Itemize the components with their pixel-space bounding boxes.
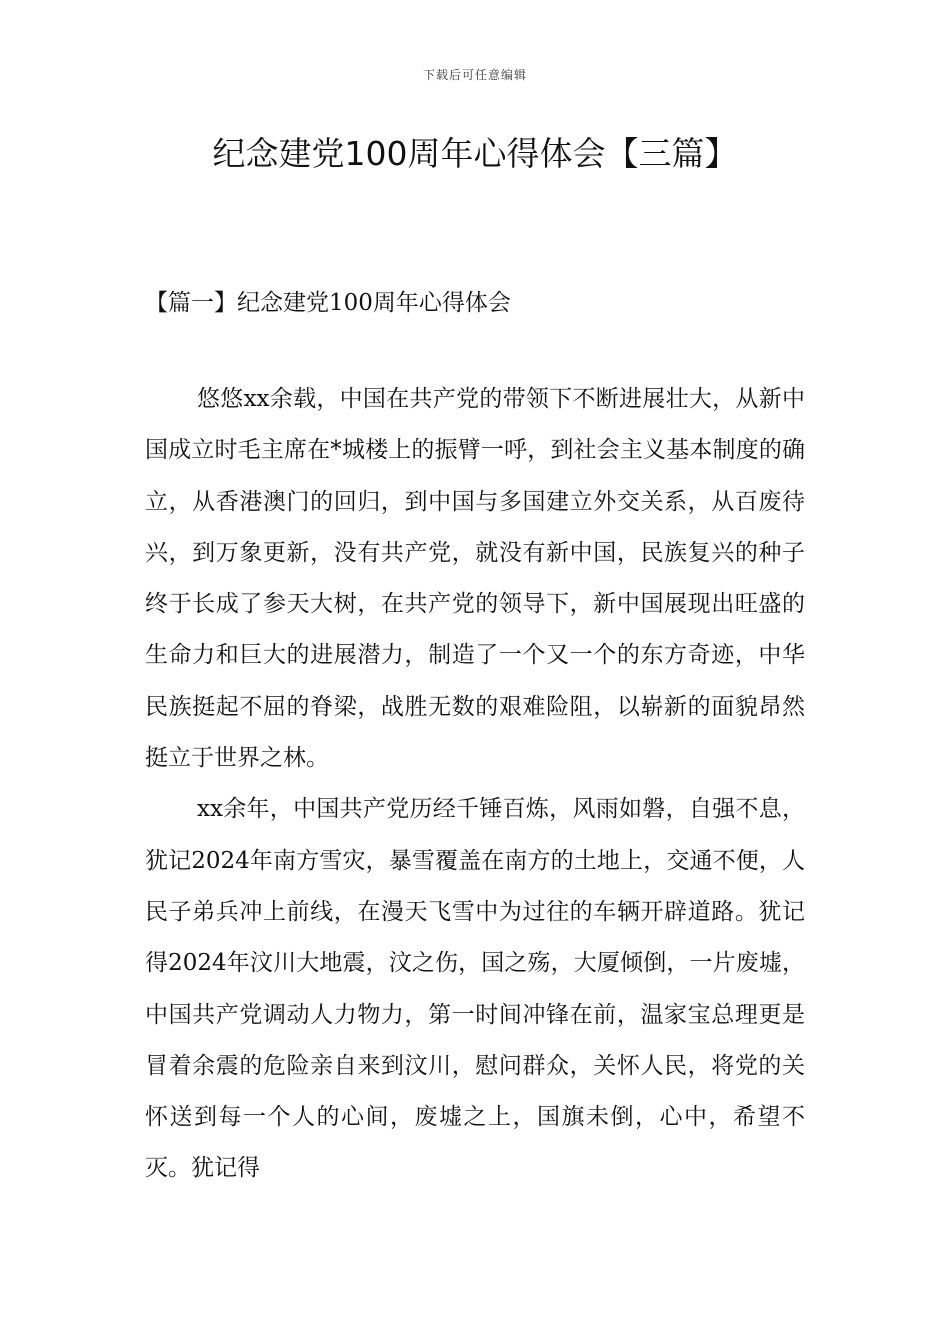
paragraph: 悠悠xx余载，中国在共产党的带领下不断进展壮大，从新中国成立时毛主席在*城楼上的振臂一呼，到社会主义基本制度的确立，从香港澳门的回归，到中国与多国建立外交关系，从百废待兴，到万象更新，没有共产党，就没有新中国，民族复兴的种子终于长成了参天大树，在共产党的领导下，新中国展现出旺盛的生命力和巨大的进展潜力，制造了一个又一个的东方奇迹，中华民族挺起不屈的脊梁，战胜无数的艰难险阻，以崭新的面貌昂然挺立于世界之林。 — [145, 386, 805, 772]
body-text — [145, 374, 805, 1195]
document-title: 纪念建党100周年心得体会【三篇】 — [212, 134, 738, 173]
paragraph: xx余年，中国共产党历经千锤百炼，风雨如磐，自强不息，犹记2024年南方雪灾，暴雪覆盖在南方的土地上，交通不便，人民子弟兵冲上前线，在漫天飞雪中为过往的车辆开辟道路。犹记得2024年汶川大地震，汶之伤，国之殇，大厦倾倒，一片废墟，中国共产党调动人力物力，第一时间冲锋在前，温家宝总理更是冒着余震的危险亲自来到汶川，慰问群众，关怀人民，将党的关怀送到每一个人的心间，废墟之上，国旗未倒，心中，希望不灭。犹记得 — [145, 796, 805, 1182]
header-note: 下载后可任意编辑 — [422, 68, 527, 82]
section-heading: 【篇一】纪念建党100周年心得体会 — [145, 290, 511, 316]
